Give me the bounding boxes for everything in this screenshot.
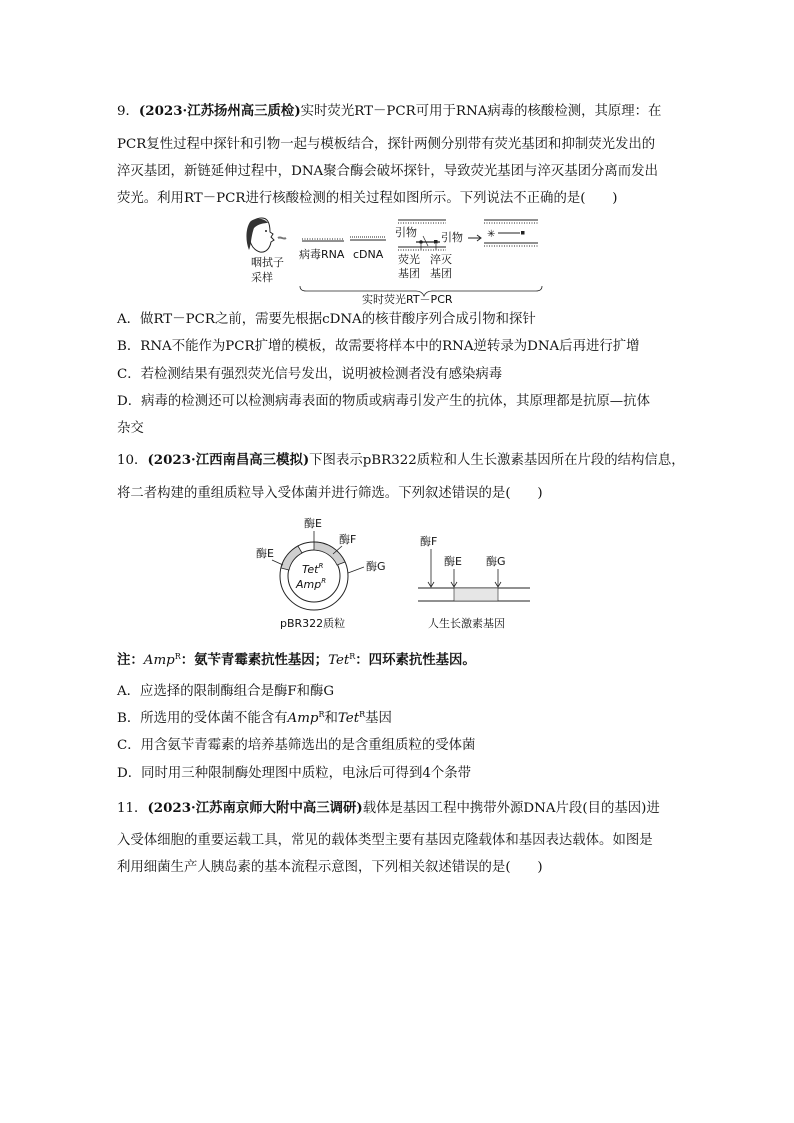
plasmid-caption: pBR322质粒 [280, 617, 346, 630]
enzyme-e-top-label: 酶E [304, 517, 322, 530]
amp-label: Amp$^R$ [296, 577, 327, 591]
q9-number: 9． [117, 104, 139, 119]
gene-enzyme-e-label: 酶E [444, 555, 462, 568]
q9-stem-2: PCR复性过程中探针和引物一起与模板结合，探针两侧分别带有荧光基团和抑制荧光发出的 [117, 137, 656, 152]
swab-arrow-icon [278, 237, 286, 238]
quench-label-1: 淬灭 [430, 253, 452, 266]
q9-option-d-cont: 杂交 [117, 421, 144, 436]
amp-gene-segment [281, 546, 302, 570]
q10-option-a: A．应选择的限制酶组合是酶F和酶G [117, 684, 335, 699]
q10-stem-1: 下图表示pBR322质粒和人生长激素基因所在片段的结构信息， [309, 453, 685, 468]
q9-stem-4: 荧光。利用RT－PCR进行核酸检测的相关过程如图所示。下列说法不正确的是( ) [117, 191, 618, 206]
enzyme-g-label: 酶G [366, 560, 386, 573]
enzyme-f-label: 酶F [339, 533, 357, 546]
q9-line-1 [117, 102, 681, 121]
q10-note: 注：Amp$^R$：氨苄青霉素抗性基因；Tet$^R$：四环素抗性基因。 [117, 652, 476, 668]
q11-number: 11． [117, 801, 148, 816]
q11-line-1 [117, 799, 681, 818]
q10-option-b: B．所选用的受体菌不能含有Amp$^R$和Tet$^R$基因 [117, 710, 392, 726]
enzyme-e-left-label: 酶E [256, 547, 274, 560]
swab-label-1: 咽拭子 [251, 256, 284, 269]
q10-option-c: C．用含氨苄青霉素的培养基筛选出的是含重组质粒的受体菌 [117, 738, 476, 753]
q9-option-a: A．做RT－PCR之前，需要先根据cDNA的核苷酸序列合成引物和探针 [117, 312, 536, 327]
cdna-label: cDNA [353, 248, 384, 261]
q10-line-1 [117, 451, 685, 470]
q10-stem-2: 将二者构建的重组质粒导入受体菌并进行筛选。下列叙述错误的是( ) [117, 486, 543, 501]
q10-source: (2023·江西南昌高三模拟) [147, 452, 310, 468]
q9-option-d: D．病毒的检测还可以检测病毒表面的物质或病毒引发产生的抗体，其原理都是抗原—抗体 [117, 394, 650, 409]
q11-source: (2023·江苏南京师大附中高三调研) [147, 800, 363, 816]
rt-pcr-diagram [240, 214, 560, 306]
q9-stem-1: 实时荧光RT－PCR可用于RNA病毒的核酸检测，其原理：在 [300, 104, 662, 119]
q11-stem-2: 入受体细胞的重要运载工具，常见的载体类型主要有基因克隆载体和基因表达载体。如图是 [117, 833, 653, 848]
quench-label-2: 基团 [430, 267, 452, 280]
q9-source: (2023·江苏扬州高三质检) [138, 103, 301, 119]
q11-stem-3: 利用细菌生产人胰岛素的基本流程示意图，下列相关叙述错误的是( ) [117, 860, 543, 875]
swab-label-2: 采样 [251, 271, 273, 284]
rt-pcr-caption: 实时荧光RT－PCR [362, 293, 453, 306]
hgh-gene-region [454, 588, 498, 601]
q9-option-b: B．RNA不能作为PCR扩增的模板，故需要将样本中的RNA逆转录为DNA后再进行扩增 [117, 339, 640, 354]
q10-option-d: D．同时用三种限制酶处理图中质粒，电泳后可得到4个条带 [117, 766, 472, 781]
person-head-icon [246, 218, 274, 252]
tet-label: Tet$^R$ [302, 562, 324, 576]
fluor-burst-icon: ✳ [487, 229, 496, 240]
fluor-label-1: 荧光 [398, 253, 420, 266]
plasmid-diagram [248, 510, 548, 634]
q9-option-c: C．若检测结果有强烈荧光信号发出，说明被检测者没有感染病毒 [117, 367, 503, 382]
primer-label-1: 引物 [395, 226, 417, 239]
gene-caption: 人生长激素基因 [428, 617, 505, 630]
virus-rna-label: 病毒RNA [299, 248, 345, 261]
fluor-label-2: 基团 [398, 267, 420, 280]
gene-enzyme-g-label: 酶G [486, 555, 506, 568]
gene-enzyme-f-label: 酶F [420, 535, 438, 548]
q11-stem-1: 载体是基因工程中携带外源DNA片段(目的基因)进 [362, 801, 660, 816]
q9-stem-3: 淬灭基团，新链延伸过程中，DNA聚合酶会破坏探针，导致荧光基团与淬灭基团分离而发出 [117, 164, 658, 179]
q10-number: 10． [117, 453, 148, 468]
primer-label-2: 引物 [441, 231, 463, 244]
